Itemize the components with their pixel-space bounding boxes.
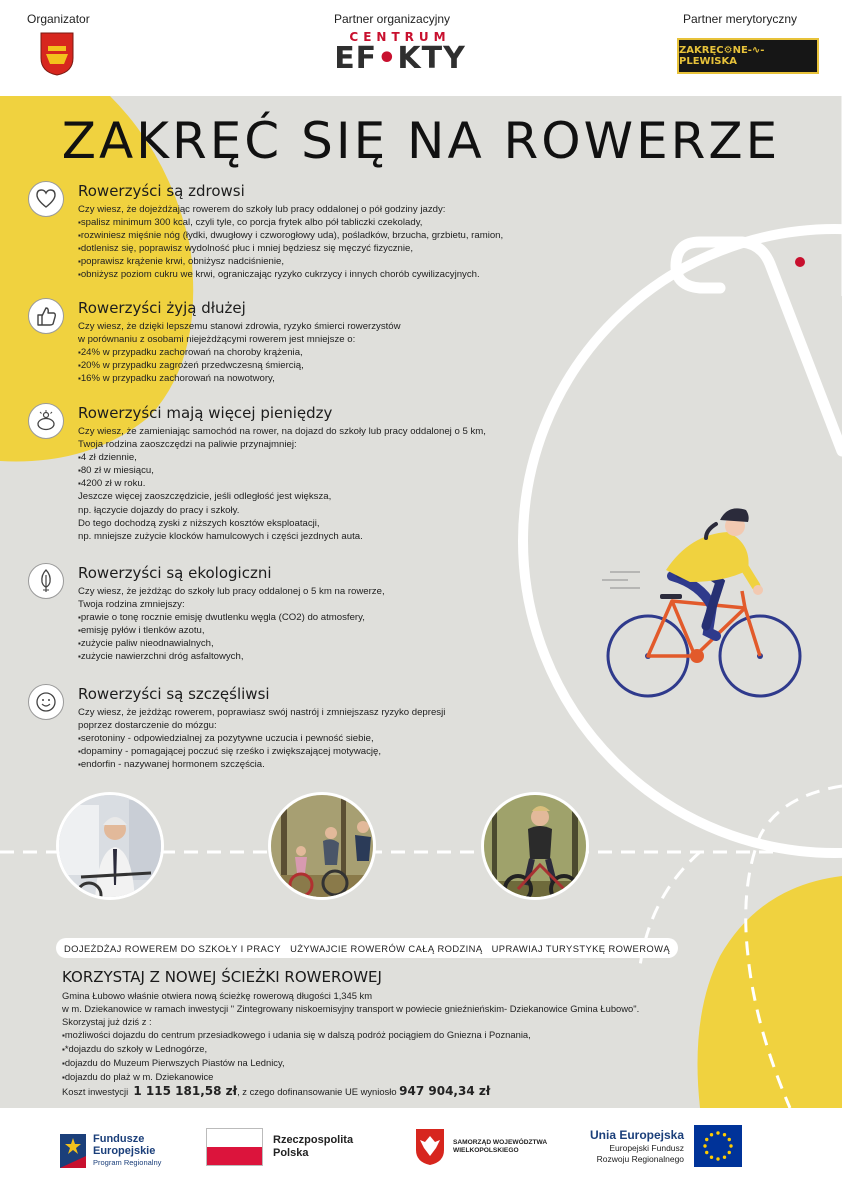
eagle-crest-icon	[415, 1128, 445, 1166]
section-intro-line: Czy wiesz, że zamieniając samochód na rower, na dojazd do szkoły lub pracy oddalonej o 5 km,	[78, 426, 486, 437]
section-outro-line: np. mniejsze zużycie klocków hamulcowych i części jezdnych auta.	[78, 530, 363, 542]
section-outro-line: np. łączycie dojazdy do pracy i szkoły.	[78, 504, 240, 516]
section-heading: Rowerzyści są szczęśliwsi	[78, 685, 270, 703]
section-body	[78, 320, 401, 385]
caption-school: DOJEŻDŻAJ ROWEREM DO SZKOŁY I PRACY	[64, 942, 281, 954]
smiley-icon	[28, 684, 64, 720]
photo-family-cycling	[268, 792, 376, 900]
eu-star	[710, 1156, 713, 1159]
section-intro-line: poprzez dostarczenie do mózgu:	[78, 720, 217, 732]
rp-line1: Rzeczpospolita	[273, 1134, 354, 1146]
eu-star	[710, 1133, 713, 1136]
rp-line2: Polska	[273, 1147, 309, 1159]
eu-star	[728, 1151, 731, 1154]
photo-school-boy	[56, 792, 164, 900]
list-item: ▪ 80 zł w miesiącu,	[78, 464, 486, 477]
section-intro-line: Czy wiesz, że dzięki lepszemu stanowi zdrowia, ryzyko śmierci rowerzystów	[78, 321, 401, 332]
investment-cost-line	[62, 1085, 639, 1098]
polish-flag-icon	[206, 1128, 263, 1166]
cofinancing-value: 947 904,34 zł	[399, 1084, 491, 1098]
section-intro-line: Czy wiesz, że dojeżdżając rowerem do szkoły lub pracy oddalonej o pół godziny jazdy:	[78, 204, 446, 215]
list-item: ▪ 20% w przypadku zagrożeń przedwczesną śmiercią,	[78, 359, 401, 372]
partner-merit-label: Partner merytoryczny	[683, 12, 798, 26]
thumbs-up-icon	[28, 298, 64, 334]
efekty-text-b: KTY	[397, 41, 466, 76]
list-item: ▪ 4 zł dziennie,	[78, 451, 486, 464]
list-item: ▪ możliwości dojazdu do centrum przesiadkowego i udania się w dalszą podróż pociągiem do Gniezna i Poznania,	[62, 1028, 639, 1042]
gmina-crest-icon	[40, 32, 74, 76]
bike-path-line: w m. Dziekanowice w ramach inwestycji " Zintegrowany niskoemisyjny transport w powiecie gnieźnieńskim- Dziekanowice Gmina Łubowo".	[62, 1003, 640, 1014]
fe-line3: Program Regionalny	[93, 1158, 162, 1167]
caption-tourism: UPRAWIAJ TURYSTYKĘ ROWEROWĄ	[491, 942, 670, 954]
fe-line2: Europejskie	[93, 1145, 156, 1157]
zakrecone-plewiska-logo: ZAKRĘC⚙NE-∿-PLEWISKA	[677, 38, 819, 74]
fe-star-icon	[60, 1134, 86, 1168]
list-item: ▪ 16% w przypadku zachorowań na nowotwory,	[78, 372, 401, 385]
eu-star	[723, 1156, 726, 1159]
list-item: ▪ 4200 zł w roku.	[78, 477, 486, 490]
section-heading: Rowerzyści są zdrowsi	[78, 182, 245, 200]
eu-star	[705, 1151, 708, 1154]
section-heading: Rowerzyści żyją dłużej	[78, 299, 246, 317]
section-outro-line: Do tego dochodzą zyski z niższych kosztów eksploatacji,	[78, 517, 320, 529]
fe-line1: Fundusze	[93, 1133, 145, 1145]
list-item: ▪ poprawisz krążenie krwi, obniżysz nadciśnienie,	[78, 255, 503, 268]
organizer-label: Organizator	[27, 12, 90, 26]
eu-star	[703, 1144, 706, 1147]
list-item: ▪ dotlenisz się, poprawisz wydolność płuc i mniej będziesz się męczyć fizycznie,	[78, 242, 503, 255]
section-heading: Rowerzyści są ekologiczni	[78, 564, 272, 582]
heart-icon	[28, 181, 64, 217]
partner-org-label: Partner organizacyjny	[334, 12, 451, 26]
wlkp-line2: WIELKOPOLSKIEGO	[453, 1147, 519, 1154]
list-item: ▪ dojazdu do plaż w m. Dziekanowice	[62, 1070, 639, 1084]
list-item: ▪ zużycie paliw nieodnawialnych,	[78, 637, 385, 650]
ue-line3: Rozwoju Regionalnego	[596, 1154, 685, 1164]
efekty-text-a: EF	[334, 41, 378, 76]
bike-path-line: Gmina Łubowo właśnie otwiera nową ścieżkę rowerową długości 1,345 km	[62, 990, 373, 1001]
section-intro-line: Czy wiesz, że jeżdżąc rowerem, poprawiasz swój nastrój i zmniejszasz ryzyko depresji	[78, 707, 446, 718]
list-item: ▪ dojazdu do Muzeum Pierwszych Piastów na Lednicy,	[62, 1056, 639, 1070]
list-item: ▪ *dojazdu do szkoły w Lednogórze,	[62, 1042, 639, 1056]
section-intro-line: Twoja rodzina zaoszczędzi na paliwie przynajmniej:	[78, 439, 297, 451]
ue-line1: Unia Europejska	[590, 1128, 685, 1142]
section-body	[78, 585, 385, 664]
list-item: ▪ rozwiniesz mięśnie nóg (łydki, dwugłowy i czworogłowy uda), pośladków, brzucha, grzbietu, ramion,	[78, 229, 503, 242]
eu-flag-icon	[694, 1125, 742, 1167]
header	[0, 0, 842, 96]
list-item: ▪ emisję pyłów i tlenków azotu,	[78, 624, 385, 637]
caption-family: UŻYWAJCIE ROWERÓW CAŁĄ RODZINĄ	[290, 942, 483, 954]
section-intro-line: Czy wiesz, że jeżdżąc do szkoły lub pracy oddalonej o 5 km na rowerze,	[78, 586, 385, 597]
list-item: ▪ dopaminy - pomagającej poczuć się rześko i zwiększającej motywację,	[78, 745, 445, 758]
list-item: ▪ prawie o tonę rocznie emisję dwutlenku węgla (CO2) do atmosfery,	[78, 611, 385, 624]
footer-logos	[0, 1108, 842, 1191]
bike-path-body	[62, 989, 639, 1098]
piggy-bank-icon	[28, 403, 64, 439]
eu-star	[705, 1138, 708, 1141]
leaf-bulb-icon	[28, 563, 64, 599]
eu-star	[716, 1157, 719, 1160]
eu-star	[728, 1138, 731, 1141]
section-heading: Rowerzyści mają więcej pieniędzy	[78, 404, 333, 422]
unia-europejska-logo	[590, 1125, 742, 1167]
centrum-efekty-logo	[330, 30, 470, 74]
list-item: ▪ zużycie nawierzchni dróg asfaltowych,	[78, 650, 385, 663]
centrum-text: CENTRUM	[349, 30, 451, 44]
wielkopolska-logo	[415, 1128, 547, 1166]
bike-path-heading: KORZYSTAJ Z NOWEJ ŚCIEŻKI ROWEROWEJ	[62, 968, 382, 986]
rzeczpospolita-logo	[206, 1128, 353, 1166]
section-intro-line: Twoja rodzina zmniejszy:	[78, 599, 185, 611]
list-item: ▪ 24% w przypadku zachorowań na choroby krążenia,	[78, 346, 401, 359]
poster-title: ZAKRĘĆ SIĘ NA ROWERZE	[61, 112, 781, 170]
section-body	[78, 203, 503, 282]
fundusze-europejskie-logo	[60, 1124, 210, 1178]
eu-star	[729, 1144, 732, 1147]
section-intro-line: w porównaniu z osobami niejeżdżącymi rowerem jest mniejsze o:	[78, 334, 356, 346]
list-item: ▪ spalisz minimum 300 kcal, czyli tyle, co porcja frytek albo pół tabliczki czekolady,	[78, 216, 503, 229]
cost-mid: , z czego dofinansowanie UE wyniosło	[237, 1086, 397, 1097]
cyclist-illustration	[602, 508, 800, 696]
eu-star	[716, 1131, 719, 1134]
bike-path-line: Skorzystaj już dziś z :	[62, 1016, 152, 1027]
section-body	[78, 706, 445, 771]
photo-captions-bar	[56, 938, 678, 958]
cost-label: Koszt inwestycji	[62, 1086, 129, 1097]
photo-mountain-biker	[481, 792, 589, 900]
main-poster-area	[0, 96, 842, 1108]
efekty-dot: •	[377, 41, 398, 76]
ue-line2: Europejski Fundusz	[609, 1143, 685, 1153]
wlkp-line1: SAMORZĄD WOJEWÓDZTWA	[453, 1139, 548, 1146]
section-body	[78, 425, 486, 543]
list-item: ▪ obniżysz poziom cukru we krwi, ograniczając ryzyko cukrzycy i innych chorób cywilizacyjnych.	[78, 268, 503, 281]
cost-value: 1 115 181,58 zł	[133, 1084, 238, 1098]
section-outro-line: Jeszcze więcej zaoszczędzicie, jeśli odległość jest większa,	[78, 491, 332, 503]
list-item: ▪ endorfin - nazywanej hormonem szczęścia.	[78, 758, 445, 771]
list-item: ▪ serotoniny - odpowiedzialnej za pozytywne uczucia i pewność siebie,	[78, 732, 445, 745]
eu-star	[723, 1133, 726, 1136]
